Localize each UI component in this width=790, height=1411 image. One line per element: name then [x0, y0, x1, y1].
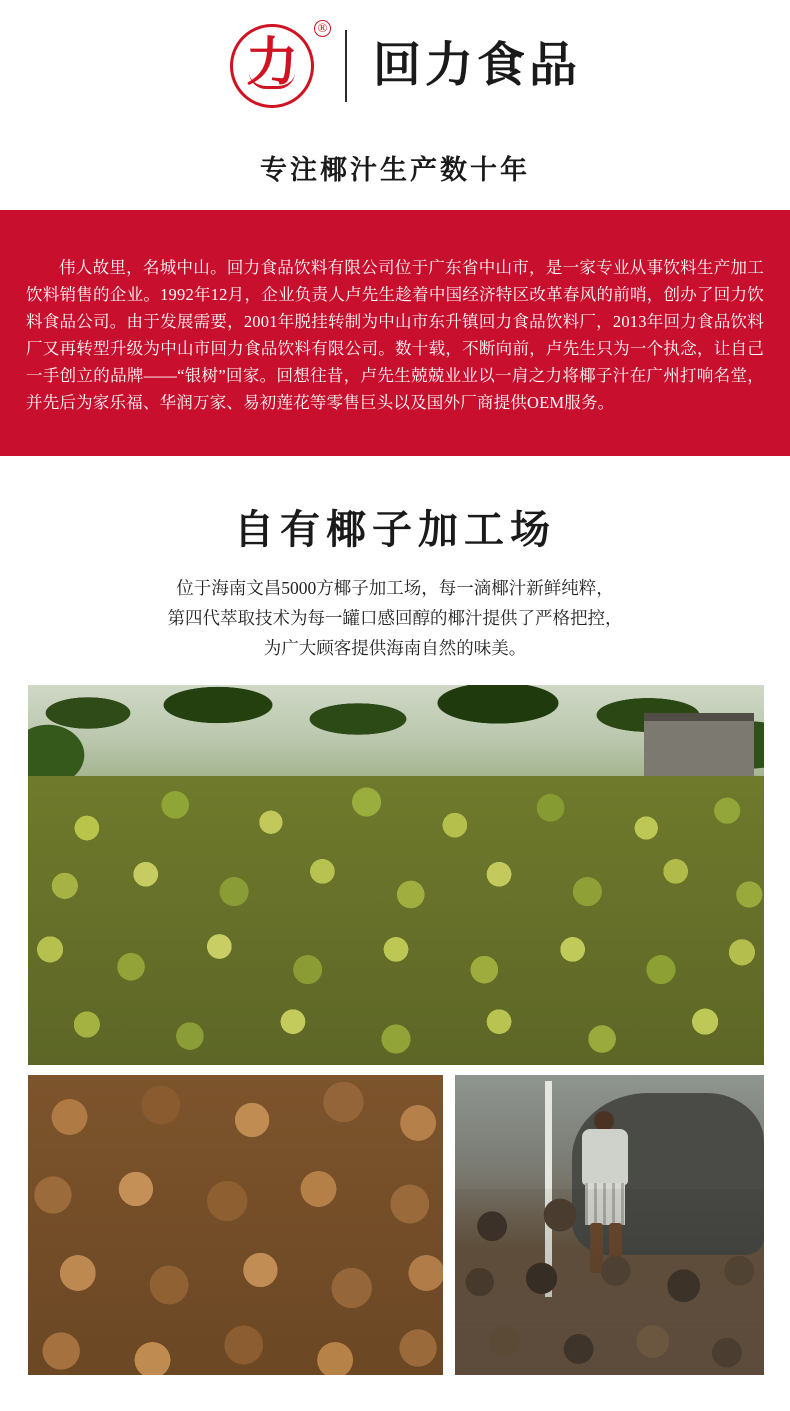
- company-intro-text: 伟人故里，名城中山。回力食品饮料有限公司位于广东省中山市，是一家专业从事饮料生产加工饮料销售的企业。1992年12月，企业负责人卢先生趁着中国经济特区改革春风的前哨，创办了回力饮料食品公司。由于发展需要，2001年脱挂转制为中山市东升镇回力食品饮料厂，2013年回力食品饮料厂又再转型升级为中山市回力食品饮料有限公司。数十载，不断向前，卢先生只为一个执念，让自己一手创立的品牌——“银树”回家。回想往昔，卢先生兢兢业业以一肩之力将椰子汁在广州打响名堂，并先后为家乐福、华润万家、易初莲花等零售巨头以及国外厂商提供OEM服务。: [26, 258, 764, 412]
- photo-brown-coconut-pile: [28, 1075, 443, 1375]
- company-intro-section: [0, 210, 790, 456]
- brand-row: [209, 18, 581, 114]
- brand-logo: [209, 18, 335, 114]
- brand-tagline: 专注椰汁生产数十年: [260, 155, 530, 185]
- page-header: [0, 0, 790, 210]
- photo-coconut-pile-yard: [28, 685, 764, 1065]
- page-bottom-spacer: [0, 1397, 790, 1411]
- worker-head: [594, 1111, 614, 1131]
- factory-subtitle-line-2: 第四代萃取技术为每一罐口感回醇的椰汁提供了严格把控，: [167, 608, 623, 628]
- photo-dark-coconut-pile: [455, 1189, 764, 1375]
- logo-character: 力: [245, 35, 298, 92]
- photo-worker-processing: [455, 1075, 764, 1375]
- photo-row: [28, 1075, 764, 1397]
- registered-trademark-icon: ®: [314, 20, 331, 37]
- photo-green-coconut-pile: [28, 776, 764, 1065]
- worker-shirt: [582, 1129, 628, 1185]
- huili-logo-icon: [230, 24, 314, 108]
- brand-divider: [345, 30, 347, 102]
- brand-name: 回力食品: [372, 39, 581, 92]
- factory-section: [18, 472, 772, 1397]
- photo-husked-coconuts: [28, 1075, 443, 1375]
- factory-title: 自有椰子加工场: [234, 507, 556, 552]
- factory-subtitle-line-3: 为广大顾客提供海南自然的味美。: [263, 638, 527, 658]
- factory-subtitle: [28, 573, 762, 663]
- factory-subtitle-line-1: 位于海南文昌5000方椰子加工场，每一滴椰汁新鲜纯粹，: [176, 578, 614, 598]
